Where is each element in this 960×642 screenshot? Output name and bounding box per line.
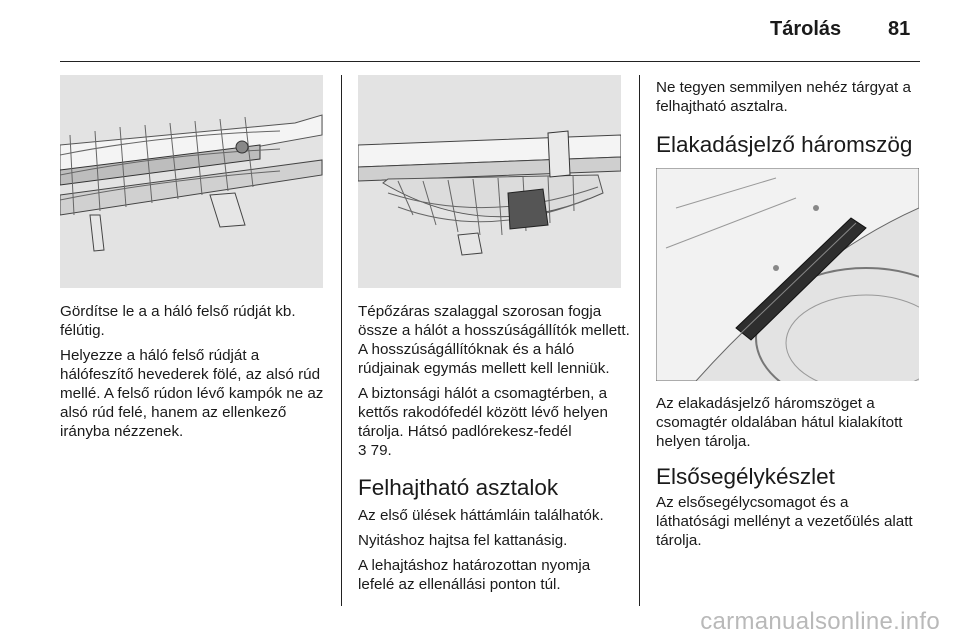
column-1-text [60,302,330,447]
heading-first-aid-kit: Elsősegélykészlet [656,464,835,489]
heading-warning-triangle: Elakadásjelző háromszög [656,132,913,157]
column-divider-2 [639,75,640,606]
paragraph: Az első ülések háttámláin találhatók. [358,507,604,524]
figure-net-upper-rod [60,75,323,288]
column-3-intro [656,78,922,159]
paragraph: Nyitáshoz hajtsa fel kattanásig. [358,532,568,549]
paragraph: Az elsősegélycsomagot és a láthatósági mellényt a vezetőülés alatt tárolja. [656,494,913,549]
paragraph: A biztonsági hálót a csomagtérben, a kettős rakodófedél között lévő helyen tárolja. Hátsó padlórekesz-fedél [358,385,608,440]
figure-net-strapped [358,75,621,288]
column-divider-1 [341,75,342,606]
paragraph: Helyezze a háló felső rúdját a hálófeszítő hevederek fölé, az alsó rúd mellé. A felső rúdon lévő kampók ne az alsó rúd felé, hanem az ellenkező irányba nézzenek. [60,347,324,440]
paragraph: Ne tegyen semmilyen nehéz tárgyat a felhajtható asztalra. [656,79,911,115]
column-3-text [656,394,926,556]
section-title: Tárolás [770,18,842,40]
page-number: 81 [888,18,911,40]
net-strap-illustration [358,75,621,288]
watermark: carmanualsonline.info [700,608,940,635]
paragraph: Az elakadásjelző háromszöget a csomagtér oldalában hátul kialakított helyen tárolja. [656,395,903,450]
warning-triangle-illustration [656,168,919,381]
heading-folding-tables: Felhajtható asztalok [358,475,559,500]
header-rule [60,61,920,62]
paragraph: Gördítse le a a háló felső rúdját kb. félútig. [60,303,296,339]
column-2-text [358,302,630,600]
paragraph: A lehajtáshoz határozottan nyomja lefelé az ellenállási ponton túl. [358,557,591,593]
cross-reference: 3 79. [358,442,392,459]
paragraph: Tépőzáras szalaggal szorosan fogja össze a hálót a hosszúságállítók mellett. A hosszúságállítóknak és a háló rúdjainak egymás mellett kell lenniük. [358,303,630,377]
net-rod-illustration [60,75,323,288]
figure-warning-triangle [656,168,919,381]
